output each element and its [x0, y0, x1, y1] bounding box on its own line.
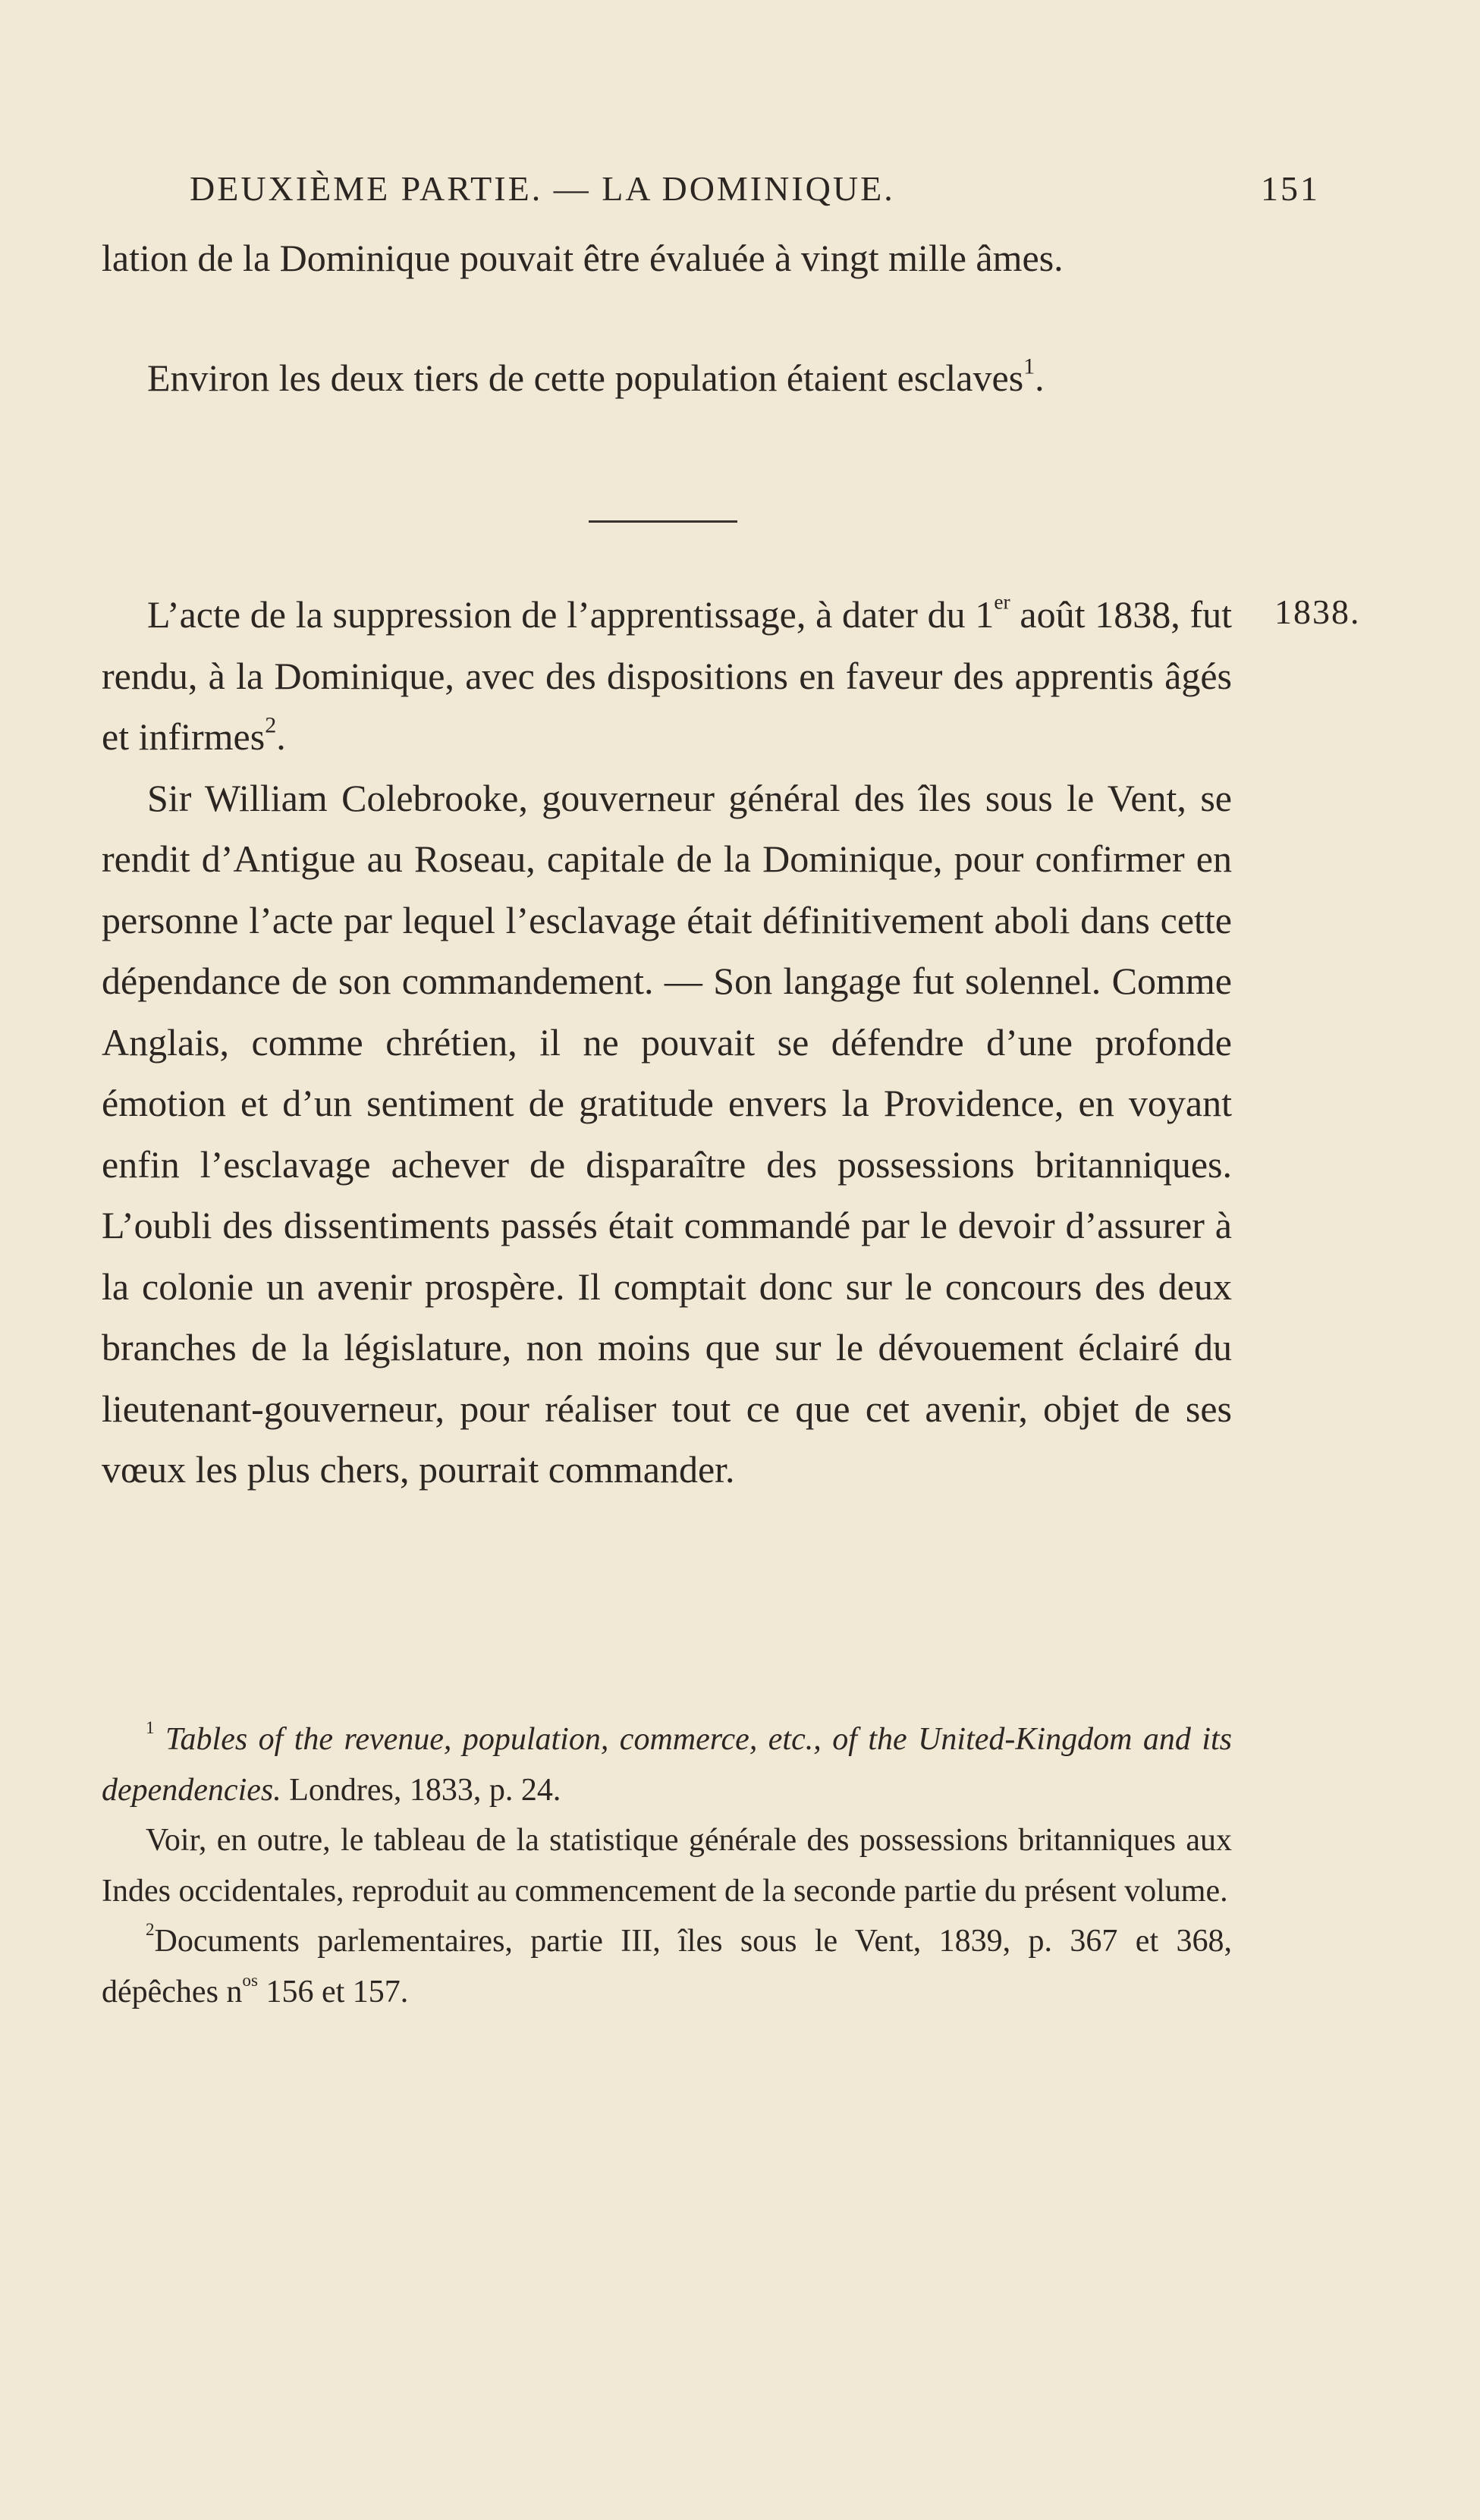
footnote-2-text-a: Documents parlementaires, partie III, îles sous le Vent, 1839, p. 367 et 368, dépêches n: [102, 1924, 1232, 2009]
margin-date: 1838.: [1274, 592, 1361, 631]
footnote-1: [102, 1714, 1232, 1815]
footnote-2-sup: os: [242, 1969, 258, 1990]
paragraph-3-part1: L’acte de la suppression de l’apprentissage, à dater du 1: [147, 593, 995, 636]
footnote-1-rest: Londres, 1833, p. 24.: [281, 1772, 561, 1808]
footnotes: [102, 1714, 1232, 2017]
paragraph-2-text: Environ les deux tiers de cette population étaient esclaves: [147, 357, 1024, 399]
footnote-1-marker: 1: [146, 1717, 155, 1738]
footnote-2-text-b: 156 et 157.: [257, 1974, 409, 2009]
paragraph-1-text: lation de la Dominique pouvait être évaluée à vingt mille âmes.: [102, 237, 1064, 279]
page-number: 151: [1261, 169, 1320, 208]
footnote-1-continuation: [102, 1815, 1232, 1916]
paragraph-2-end: .: [1035, 357, 1045, 399]
paragraph-3-end: .: [276, 715, 286, 758]
footnote-ref-1: 1: [1023, 353, 1035, 379]
footnote-2: [102, 1916, 1232, 2017]
paragraph-continuation: [102, 228, 1232, 289]
footnote-1-cont-text: Voir, en outre, le tableau de la statistique générale des possessions britanniques aux Indes occidentales, reproduit au commencement de la seconde partie du présent volume.: [102, 1823, 1232, 1909]
section-divider: [589, 520, 737, 523]
running-title: DEUXIÈME PARTIE. — LA DOMINIQUE.: [190, 169, 895, 208]
ordinal-suffix: er: [994, 589, 1010, 614]
running-header: [190, 168, 1320, 209]
footnote-ref-2: 2: [265, 712, 277, 738]
footnote-1-title: Tables of the revenue, population, commerce, etc., of the United-Kingdom and its dependencies.: [102, 1722, 1233, 1808]
paragraph-2: [102, 347, 1232, 409]
main-text: [102, 584, 1232, 1500]
footnote-2-marker: 2: [146, 1919, 155, 1940]
paragraph-4-text: Sir William Colebrooke, gouverneur général des îles sous le Vent, se rendit d’Antigue au Roseau, capitale de la Dominique, pour confirmer en personne l’acte par lequel l’esclavage était définitivement aboli dans cette dépendance de son commandement. — Son langage fut solennel. Comme Anglais, comme chrétien, il ne pouvait se défendre d’une profonde émotion et d’un sentiment de gratitude envers la Providence, en voyant enfin l’esclavage achever de disparaître des possessions britanniques. L’oubli des dissentiments passés était commandé par le devoir d’assurer à la colonie un avenir prospère. Il comptait donc sur le concours des deux branches de la législature, non moins que sur le dévouement éclairé du lieutenant-gouverneur, pour réaliser tout ce que cet avenir, objet de ses vœux les plus chers, pourrait commander.: [102, 776, 1232, 1491]
paragraph-3-part2: août 1838, fut rendu, à la Dominique, avec des dispositions en faveur des apprentis âgés et infirmes: [102, 593, 1232, 758]
